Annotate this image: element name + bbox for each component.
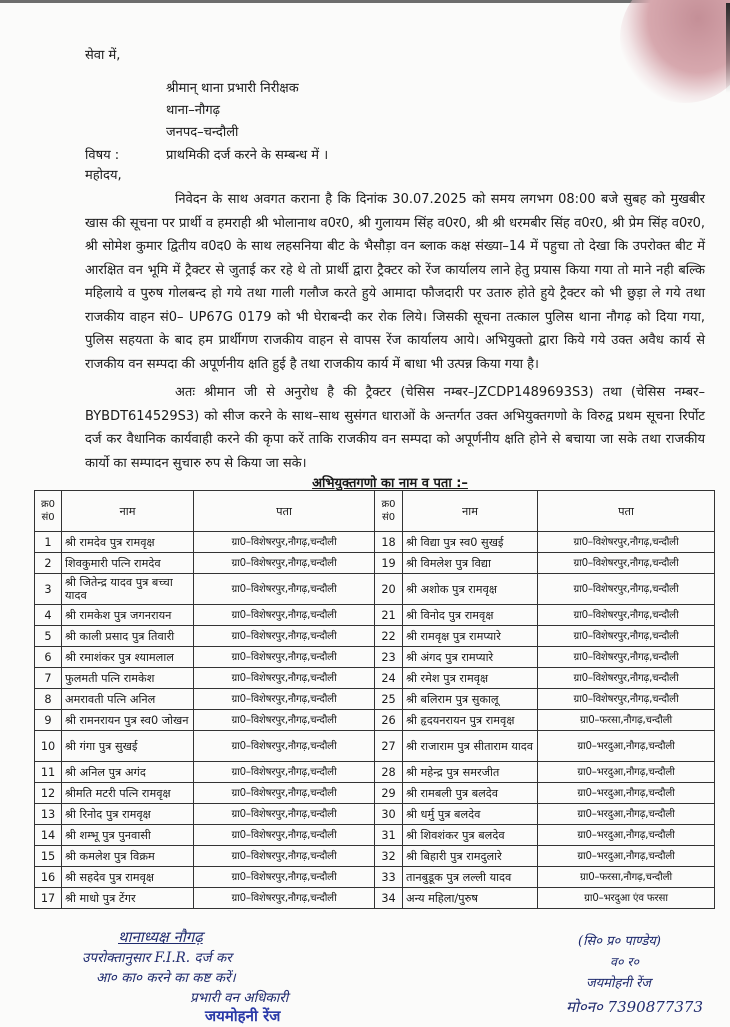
accused-address: ग्रा0–विशेषरपुर,नौगढ़,चन्दौली bbox=[194, 553, 375, 574]
accused-name: श्री हृदयनरायन पुत्र रामवृक्ष bbox=[403, 710, 538, 731]
accused-address: ग्रा0–विशेषरपुर,नौगढ़,चन्दौली bbox=[194, 689, 375, 710]
accused-name: श्री रामवृक्ष पुत्र रामप्यारे bbox=[403, 626, 538, 647]
table-header-row bbox=[35, 491, 715, 532]
endorsement-line-1: थानाध्यक्ष नौगढ़ bbox=[118, 928, 203, 946]
accused-name: श्री कमलेश पुत्र विक्रम bbox=[62, 846, 194, 867]
endorsement-line-4: प्रभारी वन अधिकारी bbox=[190, 990, 289, 1006]
header-address: पता bbox=[194, 491, 375, 532]
accused-serial: 4 bbox=[35, 605, 62, 626]
page-edge bbox=[726, 3, 730, 93]
accused-name: श्री बलिराम पुत्र सुकालू bbox=[403, 689, 538, 710]
accused-serial: 2 bbox=[35, 553, 62, 574]
accused-serial: 20 bbox=[375, 574, 403, 605]
accused-serial: 28 bbox=[375, 762, 403, 783]
accused-name: श्री अंगद पुत्र रामप्यारे bbox=[403, 647, 538, 668]
signature-line-1: (सि० प्र० पाण्डेय) bbox=[578, 934, 661, 949]
accused-serial: 9 bbox=[35, 710, 62, 731]
accused-address: ग्रा0–भरदुआ,नौगढ़,चन्दौली bbox=[538, 804, 715, 825]
accused-address: ग्रा0–भरदुआ एंव फरसा bbox=[538, 888, 715, 909]
accused-serial: 11 bbox=[35, 762, 62, 783]
accused-address: ग्रा0–विशेषरपुर,नौगढ़,चन्दौली bbox=[194, 605, 375, 626]
accused-address: ग्रा0–भरदुआ,नौगढ़,चन्दौली bbox=[538, 783, 715, 804]
accused-serial: 25 bbox=[375, 689, 403, 710]
accused-name: श्री रमेश पुत्र रामवृक्ष bbox=[403, 668, 538, 689]
accused-serial: 31 bbox=[375, 825, 403, 846]
accused-address: ग्रा0–फरसा,नौगढ़,चन्दौली bbox=[538, 867, 715, 888]
accused-address: ग्रा0–भरदुआ,नौगढ़,चन्दौली bbox=[538, 731, 715, 762]
accused-address: ग्रा0–विशेषरपुर,नौगढ़,चन्दौली bbox=[194, 731, 375, 762]
accused-name: श्री काली प्रसाद पुत्र तिवारी bbox=[62, 626, 194, 647]
accused-address: ग्रा0–विशेषरपुर,नौगढ़,चन्दौली bbox=[194, 783, 375, 804]
accused-serial: 3 bbox=[35, 574, 62, 605]
accused-serial: 1 bbox=[35, 532, 62, 553]
accused-serial: 10 bbox=[35, 731, 62, 762]
table-row bbox=[35, 783, 715, 804]
table-row bbox=[35, 731, 715, 762]
accused-serial: 29 bbox=[375, 783, 403, 804]
accused-serial: 6 bbox=[35, 647, 62, 668]
accused-serial: 14 bbox=[35, 825, 62, 846]
accused-serial: 24 bbox=[375, 668, 403, 689]
table-row bbox=[35, 762, 715, 783]
accused-name: श्री अशोक पुत्र रामवृक्ष bbox=[403, 574, 538, 605]
accused-address: ग्रा0–भरदुआ,नौगढ़,चन्दौली bbox=[538, 846, 715, 867]
accused-address: ग्रा0–विशेषरपुर,नौगढ़,चन्दौली bbox=[194, 804, 375, 825]
subject-text: प्राथमिकी दर्ज करने के सम्बन्ध में । bbox=[166, 148, 329, 163]
accused-address: ग्रा0–विशेषरपुर,नौगढ़,चन्दौली bbox=[194, 710, 375, 731]
accused-name: श्री विद्या पुत्र स्व0 सुखई bbox=[403, 532, 538, 553]
accused-name: श्री सहदेव पुत्र रामवृक्ष bbox=[62, 867, 194, 888]
accused-address: ग्रा0–विशेषरपुर,नौगढ़,चन्दौली bbox=[194, 867, 375, 888]
accused-serial: 5 bbox=[35, 626, 62, 647]
table-row bbox=[35, 532, 715, 553]
header-sn: क्र0 सं0 bbox=[375, 491, 403, 532]
accused-name: श्री गंगा पुत्र सुखई bbox=[62, 731, 194, 762]
body-paragraph-2: अतः श्रीमान जी से अनुरोध है की ट्रैक्टर (चेसिस नम्बर–JZCDP1489693S3) तथा (चेसिस नम्बर–BYBDT614529S3) को सीज करने के साथ–साथ सुसंगत धाराओं के अन्तर्गत उक्त अभियुक्तगणो के विरुद्व प्रथम सूचना रिर्पोट दर्ज कर वैधानिक कार्यवाही करने की कृपा करें ताकि राजकीय वन सम्पदा को अपूर्णनीय क्षति होने से बचाया जा सके तथा राजकीय कार्यो का सम्पादन सुचारु रुप से किया जा सके। bbox=[85, 385, 705, 471]
table-row bbox=[35, 626, 715, 647]
body-paragraph-1: निवेदन के साथ अवगत कराना है कि दिनांक 30.07.2025 को समय लगभग 08:00 बजे सुबह को मुखबीर खास की सूचना पर प्रार्थी व हमराही श्री भोलानाथ व0र0, श्री गुलायम सिंह व0र0, श्री श्री धरमबीर सिंह व0र0, श्री प्रेम सिंह व0र0, श्री सोमेश कुमार द्वितीय व0द0 के साथ लहसनिया बीट के भैसौड़ा वन ब्लाक कक्ष संख्या–14 में पहुचा तो देखा कि उपरोक्त बीट में आरक्षित वन भूमि में ट्रैक्टर से जुताई कर रहे थे तो प्रार्थी द्वारा ट्रैक्टर को रेंज कार्यालय लाने हेतु प्रयास किया गया तो माने नही बल्कि महिलाये व पुरुष गोलबन्द हो गये तथा गाली गलौज करते हुये आमादा फौजदारी पर उतारु होते हुये ट्रैक्टर को भी छुड़ा ले गये तथा राजकीय वाहन सं0– UP67G 0179 को भी घेराबन्दी कर रोक लिये। जिसकी सूचना तत्काल पुलिस थाना नौगढ़ को दिया गया, पुलिस सहयता के बाद हम प्रार्थीगण राजकीय वाहन से वापस रेंज कार्यालय आये। अभियुक्तो द्वारा किये गये उक्त अवैध कार्य से राजकीय वन सम्पदा की अपूर्णनीय क्षति हुई है तथा राजकीय कार्य में बाधा भी उत्पन्न किया गया है। bbox=[85, 192, 705, 372]
table-row bbox=[35, 846, 715, 867]
accused-address: ग्रा0–विशेषरपुर,नौगढ़,चन्दौली bbox=[194, 846, 375, 867]
greeting: महोदय, bbox=[85, 168, 122, 183]
accused-serial: 22 bbox=[375, 626, 403, 647]
accused-serial: 12 bbox=[35, 783, 62, 804]
accused-name: श्री माधो पुत्र टेंगर bbox=[62, 888, 194, 909]
recipient-line-2: थाना–नौगढ़ bbox=[166, 103, 220, 118]
accused-name: श्री रामकेश पुत्र जगनरायन bbox=[62, 605, 194, 626]
accused-address: ग्रा0–विशेषरपुर,नौगढ़,चन्दौली bbox=[194, 647, 375, 668]
table-row bbox=[35, 553, 715, 574]
accused-name: श्री रामनरायन पुत्र स्व0 जोखन bbox=[62, 710, 194, 731]
table-row bbox=[35, 668, 715, 689]
accused-address: ग्रा0–विशेषरपुर,नौगढ़,चन्दौली bbox=[194, 825, 375, 846]
accused-serial: 18 bbox=[375, 532, 403, 553]
accused-serial: 8 bbox=[35, 689, 62, 710]
accused-table bbox=[34, 490, 715, 909]
accused-address: ग्रा0–फरसा,नौगढ़,चन्दौली bbox=[538, 710, 715, 731]
accused-name: अमरावती पत्नि अनिल bbox=[62, 689, 194, 710]
table-row bbox=[35, 647, 715, 668]
salutation-to: सेवा में, bbox=[85, 48, 121, 63]
accused-serial: 16 bbox=[35, 867, 62, 888]
table-row bbox=[35, 888, 715, 909]
accused-address: ग्रा0–विशेषरपुर,नौगढ़,चन्दौली bbox=[538, 605, 715, 626]
signature-line-2: व० र० bbox=[610, 954, 640, 969]
accused-name: श्री रमाशंकर पुत्र श्यामलाल bbox=[62, 647, 194, 668]
table-row bbox=[35, 605, 715, 626]
accused-name: श्री विनोद पुत्र रामवृक्ष bbox=[403, 605, 538, 626]
accused-name: फुलमती पत्नि रामकेश bbox=[62, 668, 194, 689]
accused-address: ग्रा0–विशेषरपुर,नौगढ़,चन्दौली bbox=[538, 689, 715, 710]
accused-address: ग्रा0–विशेषरपुर,नौगढ़,चन्दौली bbox=[194, 668, 375, 689]
table-row bbox=[35, 825, 715, 846]
accused-address: ग्रा0–विशेषरपुर,नौगढ़,चन्दौली bbox=[538, 553, 715, 574]
accused-name: श्री बिहारी पुत्र रामदुलारे bbox=[403, 846, 538, 867]
accused-name: शिवकुमारी पत्नि रामदेव bbox=[62, 553, 194, 574]
accused-address: ग्रा0–विशेषरपुर,नौगढ़,चन्दौली bbox=[538, 647, 715, 668]
accused-address: ग्रा0–भरदुआ,नौगढ़,चन्दौली bbox=[538, 762, 715, 783]
endorsement-line-5: जयमोहनी रेंज bbox=[205, 1007, 281, 1025]
accused-name: श्री रामबली पुत्र बलदेव bbox=[403, 783, 538, 804]
table-row bbox=[35, 867, 715, 888]
accused-address: ग्रा0–विशेषरपुर,नौगढ़,चन्दौली bbox=[538, 532, 715, 553]
endorsement-line-2: उपरोक्तानुसार F.I.R. दर्ज कर bbox=[82, 950, 232, 966]
accused-table-title: अभियुक्तगणो का नाम व पता :– bbox=[312, 476, 468, 491]
accused-name: श्री अनिल पुत्र अगंद bbox=[62, 762, 194, 783]
accused-serial: 26 bbox=[375, 710, 403, 731]
accused-name: अन्य महिला/पुरुष bbox=[403, 888, 538, 909]
accused-serial: 13 bbox=[35, 804, 62, 825]
table-row bbox=[35, 710, 715, 731]
accused-address: ग्रा0–विशेषरपुर,नौगढ़,चन्दौली bbox=[194, 762, 375, 783]
accused-address: ग्रा0–विशेषरपुर,नौगढ़,चन्दौली bbox=[194, 574, 375, 605]
accused-address: ग्रा0–विशेषरपुर,नौगढ़,चन्दौली bbox=[538, 574, 715, 605]
accused-serial: 17 bbox=[35, 888, 62, 909]
accused-address: ग्रा0–भरदुआ,नौगढ़,चन्दौली bbox=[538, 825, 715, 846]
subject-label: विषय : bbox=[85, 148, 120, 163]
accused-serial: 32 bbox=[375, 846, 403, 867]
accused-name: श्रीमति मटरी पत्नि रामवृक्ष bbox=[62, 783, 194, 804]
accused-name: श्री शम्भू पुत्र पुनवासी bbox=[62, 825, 194, 846]
accused-name: श्री जितेन्द्र यादव पुत्र बच्चा यादव bbox=[62, 574, 194, 605]
header-name: नाम bbox=[403, 491, 538, 532]
accused-serial: 34 bbox=[375, 888, 403, 909]
finger-shadow bbox=[620, 0, 730, 103]
table-row bbox=[35, 804, 715, 825]
accused-address: ग्रा0–विशेषरपुर,नौगढ़,चन्दौली bbox=[194, 888, 375, 909]
accused-address: ग्रा0–विशेषरपुर,नौगढ़,चन्दौली bbox=[538, 668, 715, 689]
accused-name: श्री धर्मु पुत्र बलदेव bbox=[403, 804, 538, 825]
table-row bbox=[35, 574, 715, 605]
table-row bbox=[35, 689, 715, 710]
accused-name: श्री विमलेश पुत्र विद्या bbox=[403, 553, 538, 574]
endorsement-line-3: आ० का० करने का कष्ट करें। bbox=[96, 970, 236, 986]
accused-address: ग्रा0–विशेषरपुर,नौगढ़,चन्दौली bbox=[538, 626, 715, 647]
accused-serial: 7 bbox=[35, 668, 62, 689]
accused-address: ग्रा0–विशेषरपुर,नौगढ़,चन्दौली bbox=[194, 532, 375, 553]
signature-line-3: जयमोहनी रेंज bbox=[586, 976, 651, 991]
accused-address: ग्रा0–विशेषरपुर,नौगढ़,चन्दौली bbox=[194, 626, 375, 647]
accused-name: श्री शिवशंकर पुत्र बलदेव bbox=[403, 825, 538, 846]
header-name: नाम bbox=[62, 491, 194, 532]
accused-name: श्री महेन्द्र पुत्र समरजीत bbox=[403, 762, 538, 783]
accused-name: श्री राजाराम पुत्र सीताराम यादव bbox=[403, 731, 538, 762]
accused-name: श्री रामदेव पुत्र रामवृक्ष bbox=[62, 532, 194, 553]
accused-serial: 15 bbox=[35, 846, 62, 867]
recipient-line-1: श्रीमान् थाना प्रभारी निरीक्षक bbox=[166, 81, 299, 96]
accused-serial: 23 bbox=[375, 647, 403, 668]
accused-serial: 19 bbox=[375, 553, 403, 574]
recipient-line-3: जनपद–चन्दौली bbox=[166, 125, 239, 140]
accused-serial: 33 bbox=[375, 867, 403, 888]
header-sn: क्र0 सं0 bbox=[35, 491, 62, 532]
signature-phone: मो०न० 7390877373 bbox=[566, 998, 703, 1016]
accused-serial: 21 bbox=[375, 605, 403, 626]
accused-serial: 27 bbox=[375, 731, 403, 762]
header-address: पता bbox=[538, 491, 715, 532]
accused-serial: 30 bbox=[375, 804, 403, 825]
accused-name: श्री रिनोद पुत्र रामवृक्ष bbox=[62, 804, 194, 825]
accused-name: तानबुडूक पुत्र लल्ली यादव bbox=[403, 867, 538, 888]
